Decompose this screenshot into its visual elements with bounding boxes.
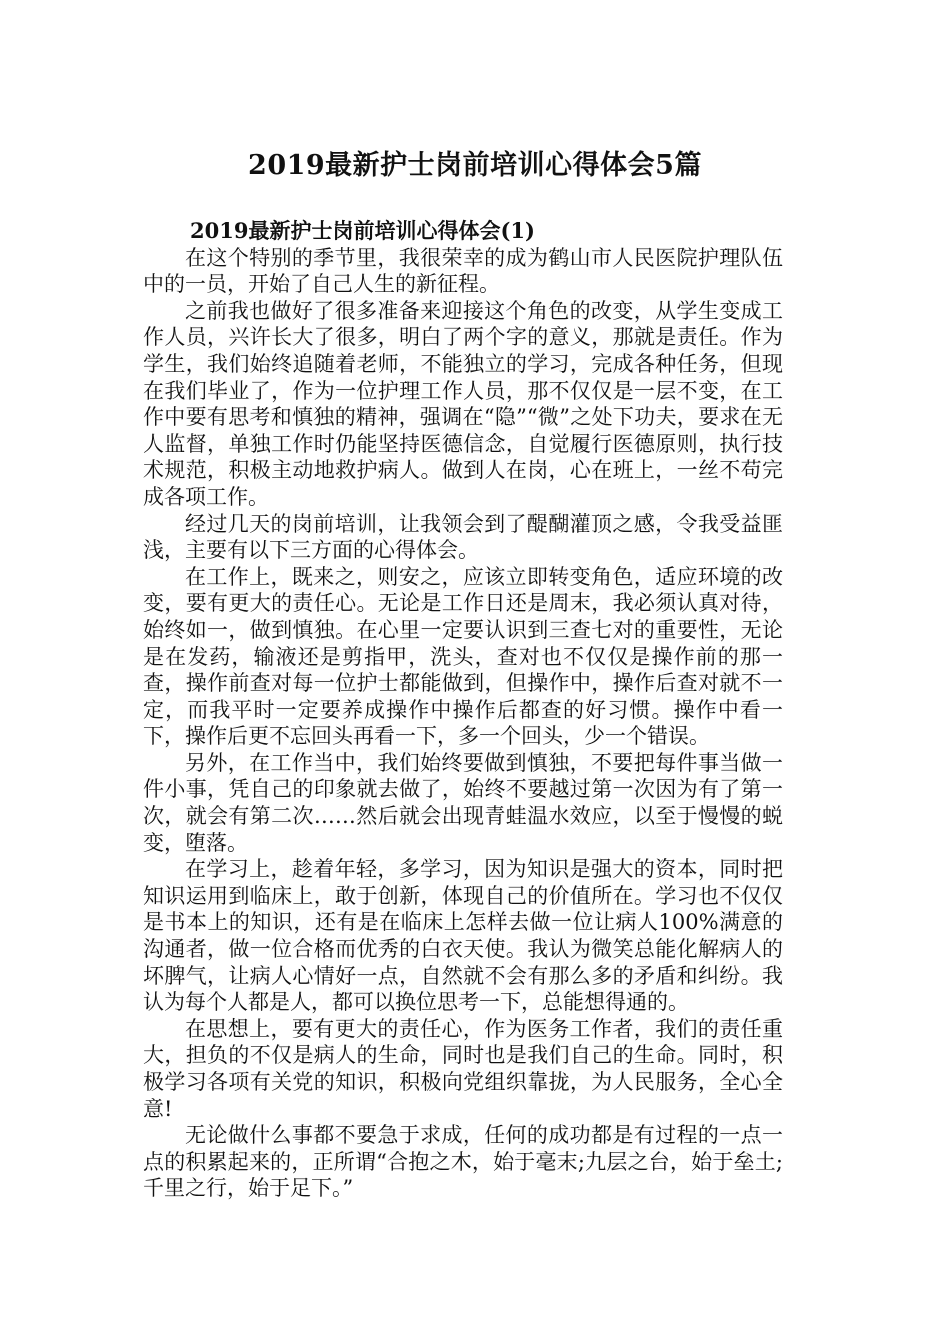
paragraph-3: 经过几天的岗前培训，让我领会到了醍醐灌顶之感，令我受益匪浅，主要有以下三方面的心得体会。 bbox=[143, 511, 783, 563]
section-heading: 2019最新护士岗前培训心得体会(1) bbox=[190, 218, 535, 243]
document-title: 2019最新护士岗前培训心得体会5篇 bbox=[248, 150, 702, 181]
paragraph-4: 在工作上，既来之，则安之，应该立即转变角色，适应环境的改变，要有更大的责任心。无论是工作日还是周末，我必须认真对待，始终如一，做到慎独。在心里一定要认识到三查七对的重要性，无论是在发药，输液还是剪指甲，洗头，查对也不仅仅是操作前的那一查，操作前查对每一位护士都能做到，但操作中，操作后查对就不一定，而我平时一定要养成操作中操作后都查的好习惯。操作中看一下，操作后更不忘回头再看一下，多一个回头，少一个错误。 bbox=[143, 564, 783, 749]
paragraph-8: 无论做什么事都不要急于求成，任何的成功都是有过程的一点一点的积累起来的，正所谓“合抱之木，始于毫末;九层之台，始于垒土;千里之行，始于足下。” bbox=[143, 1123, 783, 1201]
paragraph-1: 在这个特别的季节里，我很荣幸的成为鹤山市人民医院护理队伍中的一员，开始了自己人生的新征程。 bbox=[143, 245, 783, 297]
paragraph-6: 在学习上，趁着年轻，多学习，因为知识是强大的资本，同时把知识运用到临床上，敢于创新，体现自己的价值所在。学习也不仅仅是书本上的知识，还有是在临床上怎样去做一位让病人100%满意的沟通者，做一位合格而优秀的白衣天使。我认为微笑总能化解病人的坏脾气，让病人心情好一点，自然就不会有那么多的矛盾和纠纷。我认为每个人都是人，都可以换位思考一下，总能想得通的。 bbox=[143, 857, 783, 1015]
paragraph-5: 另外，在工作当中，我们始终要做到慎独，不要把每件事当做一件小事，凭自己的印象就去做了，始终不要越过第一次因为有了第一次，就会有第二次……然后就会出现青蛙温水效应，以至于慢慢的蜕变，堕落。 bbox=[143, 750, 783, 855]
document-body bbox=[143, 218, 783, 1202]
paragraph-7: 在思想上，要有更大的责任心，作为医务工作者，我们的责任重大，担负的不仅是病人的生命，同时也是我们自己的生命。同时，积极学习各项有关党的知识，积极向党组织靠拢，为人民服务，全心全意! bbox=[143, 1016, 783, 1121]
paragraph-2: 之前我也做好了很多准备来迎接这个角色的改变，从学生变成工作人员，兴许长大了很多，明白了两个字的意义，那就是责任。作为学生，我们始终追随着老师，不能独立的学习，完成各种任务，但现在我们毕业了，作为一位护理工作人员，那不仅仅是一层不变，在工作中要有思考和慎独的精神，强调在“隐”“微”之处下功夫，要求在无人监督，单独工作时仍能坚持医德信念，自觉履行医德原则，执行技术规范，积极主动地救护病人。做到人在岗，心在班上，一丝不苟完成各项工作。 bbox=[143, 298, 783, 509]
